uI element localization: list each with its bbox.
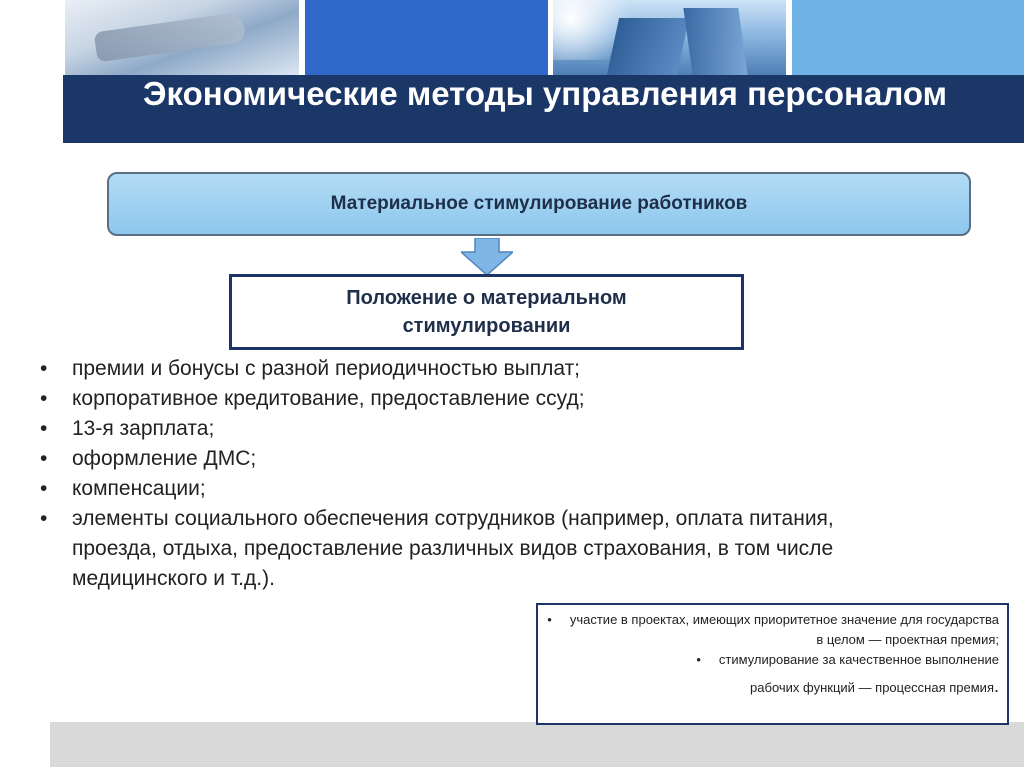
list-item: • элементы социального обеспечения сотрудников (например, оплата питания, проезда, отдыха, предоставление различных видов страхования, в том числе медицинского и т.д.). bbox=[40, 504, 940, 594]
bullet-icon: • bbox=[40, 507, 48, 530]
list-item: • корпоративное кредитование, предоставление ссуд; bbox=[40, 384, 940, 414]
down-arrow-icon bbox=[461, 238, 513, 275]
slide-title: Экономические методы управления персоналом bbox=[143, 75, 947, 112]
note-item: • стимулирование за качественное выполнение bbox=[696, 652, 999, 667]
note-item-continuation: рабочих функций — процессная премия. bbox=[750, 676, 999, 696]
list-item: • компенсации; bbox=[40, 474, 940, 504]
benefits-list bbox=[40, 354, 940, 594]
blue-tile bbox=[305, 0, 548, 75]
bullet-icon: • bbox=[547, 612, 552, 627]
material-stimulation-box: Материальное стимулирование работников bbox=[107, 172, 971, 236]
list-item: • оформление ДМС; bbox=[40, 444, 940, 474]
bonus-note-box bbox=[536, 603, 1009, 725]
bullet-icon: • bbox=[40, 477, 48, 500]
bullet-icon: • bbox=[40, 387, 48, 410]
header-photo-band bbox=[0, 0, 1024, 75]
light-blue-tile bbox=[792, 0, 1024, 75]
regulation-box-text: Положение о материальном стимулировании bbox=[346, 287, 627, 337]
bullet-icon: • bbox=[696, 652, 701, 667]
bullet-icon: • bbox=[40, 417, 48, 440]
skyscraper-photo-tile bbox=[553, 0, 786, 75]
bullet-icon: • bbox=[40, 357, 48, 380]
bullet-icon: • bbox=[40, 447, 48, 470]
note-item: • участие в проектах, имеющих приоритетное значение для государства в целом — проектная премия; bbox=[547, 612, 999, 647]
list-item: • премии и бонусы с разной периодичностью выплат; bbox=[40, 354, 940, 384]
keyboard-photo-tile bbox=[65, 0, 299, 75]
list-item: • 13-я зарплата; bbox=[40, 414, 940, 444]
footer-bar bbox=[50, 722, 1024, 767]
regulation-box bbox=[229, 274, 744, 350]
